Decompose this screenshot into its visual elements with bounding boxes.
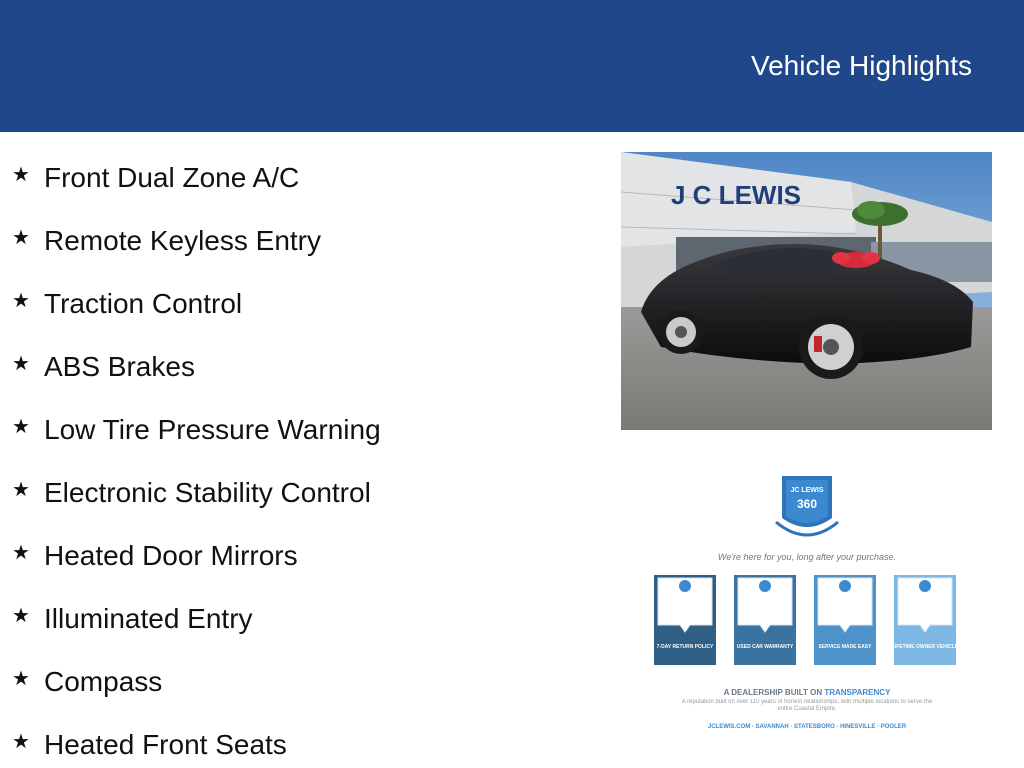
feature-list — [12, 146, 381, 768]
list-item — [12, 272, 381, 335]
star-icon: ★ — [12, 163, 30, 186]
feature-label: Front Dual Zone A/C — [44, 161, 300, 193]
list-item — [12, 398, 381, 461]
star-icon: ★ — [12, 415, 30, 438]
feature-label: ABS Brakes — [44, 350, 195, 382]
list-item — [12, 650, 381, 713]
dealership-infographic — [640, 470, 980, 740]
svg-text:SERVICE MADE EASY: SERVICE MADE EASY — [818, 644, 872, 650]
building-sign — [671, 180, 801, 210]
info-card — [814, 575, 876, 665]
list-item — [12, 713, 381, 768]
svg-text:360: 360 — [796, 497, 818, 511]
star-icon: ★ — [12, 226, 30, 249]
list-item — [12, 335, 381, 398]
list-item — [12, 524, 381, 587]
svg-text:LIFETIME OWNER VEHICLE: LIFETIME OWNER VEHICLE — [891, 644, 959, 650]
infographic-subline: A reputation built on over 110 years of honest relationships, with multiple locations to serve the entire Coastal Empire. — [681, 699, 933, 712]
header-banner — [0, 0, 1024, 132]
feature-label: Remote Keyless Entry — [44, 224, 321, 256]
shield-badge-icon — [776, 476, 838, 535]
svg-text:J C LEWIS: J C LEWIS — [671, 180, 802, 210]
feature-label: Compass — [44, 665, 163, 697]
svg-text:JC LEWIS: JC LEWIS — [790, 487, 824, 494]
list-item — [12, 587, 381, 650]
star-icon: ★ — [12, 289, 30, 312]
star-icon: ★ — [12, 352, 30, 375]
feature-label: Electronic Stability Control — [44, 476, 371, 508]
star-icon: ★ — [12, 604, 30, 627]
info-card — [734, 575, 796, 665]
feature-label: Heated Door Mirrors — [44, 539, 298, 571]
star-icon: ★ — [12, 667, 30, 690]
star-icon: ★ — [12, 730, 30, 753]
svg-text:7-DAY RETURN POLICY: 7-DAY RETURN POLICY — [656, 644, 714, 650]
star-icon: ★ — [12, 478, 30, 501]
infographic-headline: A DEALERSHIP BUILT ON TRANSPARENCY — [723, 688, 891, 697]
list-item — [12, 146, 381, 209]
feature-label: Illuminated Entry — [44, 602, 253, 634]
list-item — [12, 209, 381, 272]
svg-text:USED CAR WARRANTY: USED CAR WARRANTY — [736, 644, 794, 650]
list-item — [12, 461, 381, 524]
infographic-tagline: We're here for you, long after your purchase. — [717, 552, 897, 562]
feature-label: Traction Control — [44, 287, 243, 319]
infographic-footer: JCLEWIS.COM · SAVANNAH · STATESBORO · HINESVILLE · POOLER — [707, 724, 907, 730]
info-card — [654, 575, 716, 665]
star-icon: ★ — [12, 541, 30, 564]
page-title: Vehicle Highlights — [750, 50, 972, 81]
feature-label: Heated Front Seats — [44, 728, 287, 760]
feature-label: Low Tire Pressure Warning — [44, 413, 381, 445]
info-card — [892, 575, 959, 665]
vehicle-photo — [621, 152, 992, 430]
